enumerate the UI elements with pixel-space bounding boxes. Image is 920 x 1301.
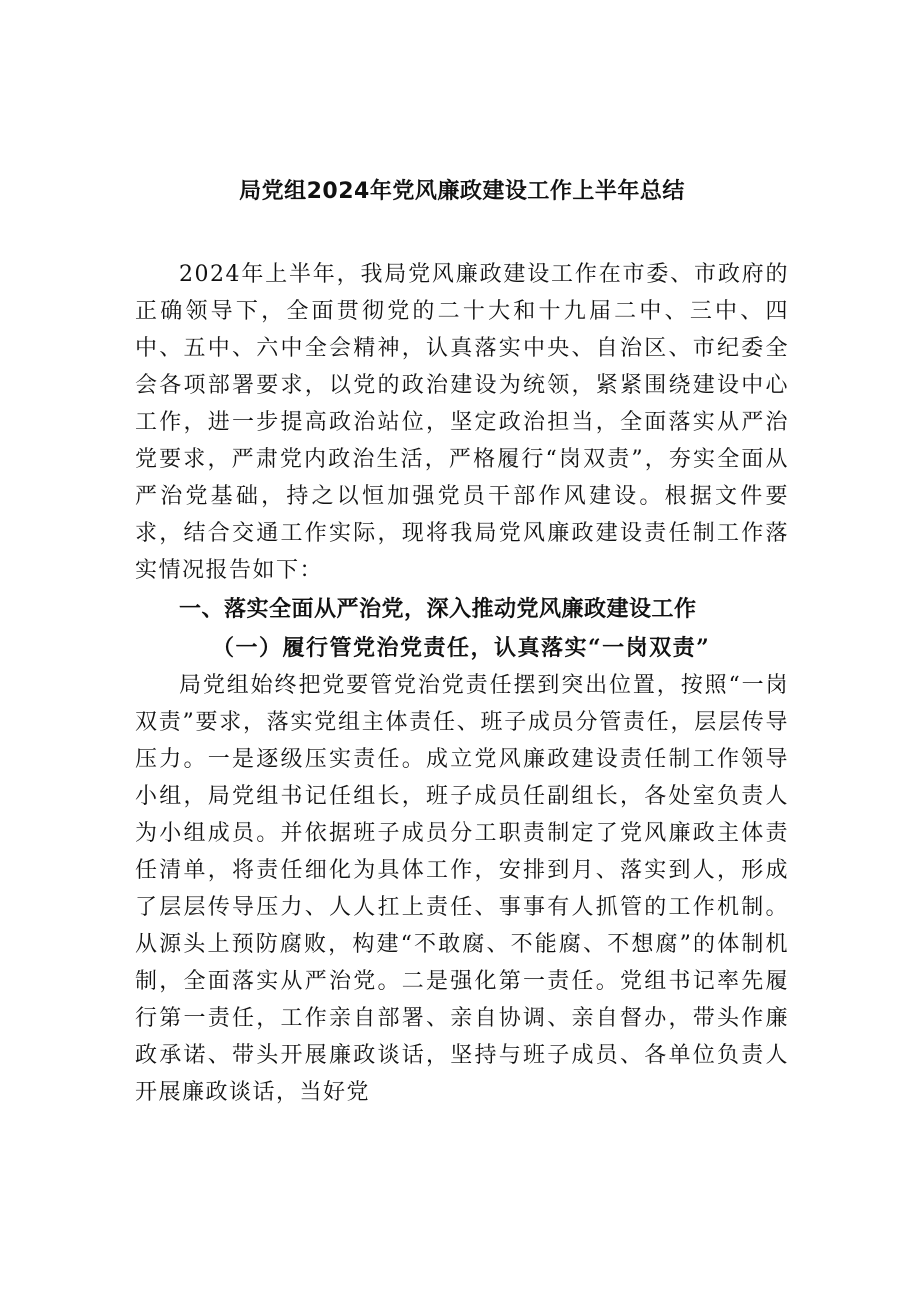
section-heading: 一、落实全面从严治党，深入推动党风廉政建设工作	[179, 597, 697, 622]
intro-paragraph: 2024年上半年，我局党风廉政建设工作在市委、市政府的正确领导下，全面贯彻党的二十大和十九届二中、三中、四中、五中、六中全会精神，认真落实中央、自治区、市纪委全会各项部署要求，以党的政治建设为统领，紧紧围绕建设中心工作，进一步提高政治站位，坚定政治担当，全面落实从严治党要求，严肃党内政治生活，严格履行“岗双责”，夯实全面从严治党基础，持之以恒加强党员干部作风建设。根据文件要求，结合交通工作实际，现将我局党风廉政建设责任制工作落实情况报告如下：	[135, 262, 789, 583]
subsection-paragraph: 局党组始终把党要管党治党责任摆到突出位置，按照“一岗双责”要求，落实党组主体责任、班子成员分管责任，层层传导压力。一是逐级压实责任。成立党风廉政建设责任制工作领导小组，局党组书记任组长，班子成员任副组长，各处室负责人为小组成员。并依据班子成员分工职责制定了党风廉政主体责任清单，将责任细化为具体工作，安排到月、落实到人，形成了层层传导压力、人人扛上责任、事事有人抓管的工作机制。从源头上预防腐败，构建“不敢腐、不能腐、不想腐”的体制机制，全面落实从严治党。二是强化第一责任。党组书记率先履行第一责任，工作亲自部署、亲自协调、亲自督办，带头作廉政承诺、带头开展廉政谈话，坚持与班子成员、各单位负责人开展廉政谈话，当好党	[135, 673, 789, 1105]
subsection-heading: （一）履行管党治党责任，认真落实“一岗双责”	[212, 635, 711, 661]
document-title: 局党组2024年党风廉政建设工作上半年总结	[239, 179, 685, 204]
